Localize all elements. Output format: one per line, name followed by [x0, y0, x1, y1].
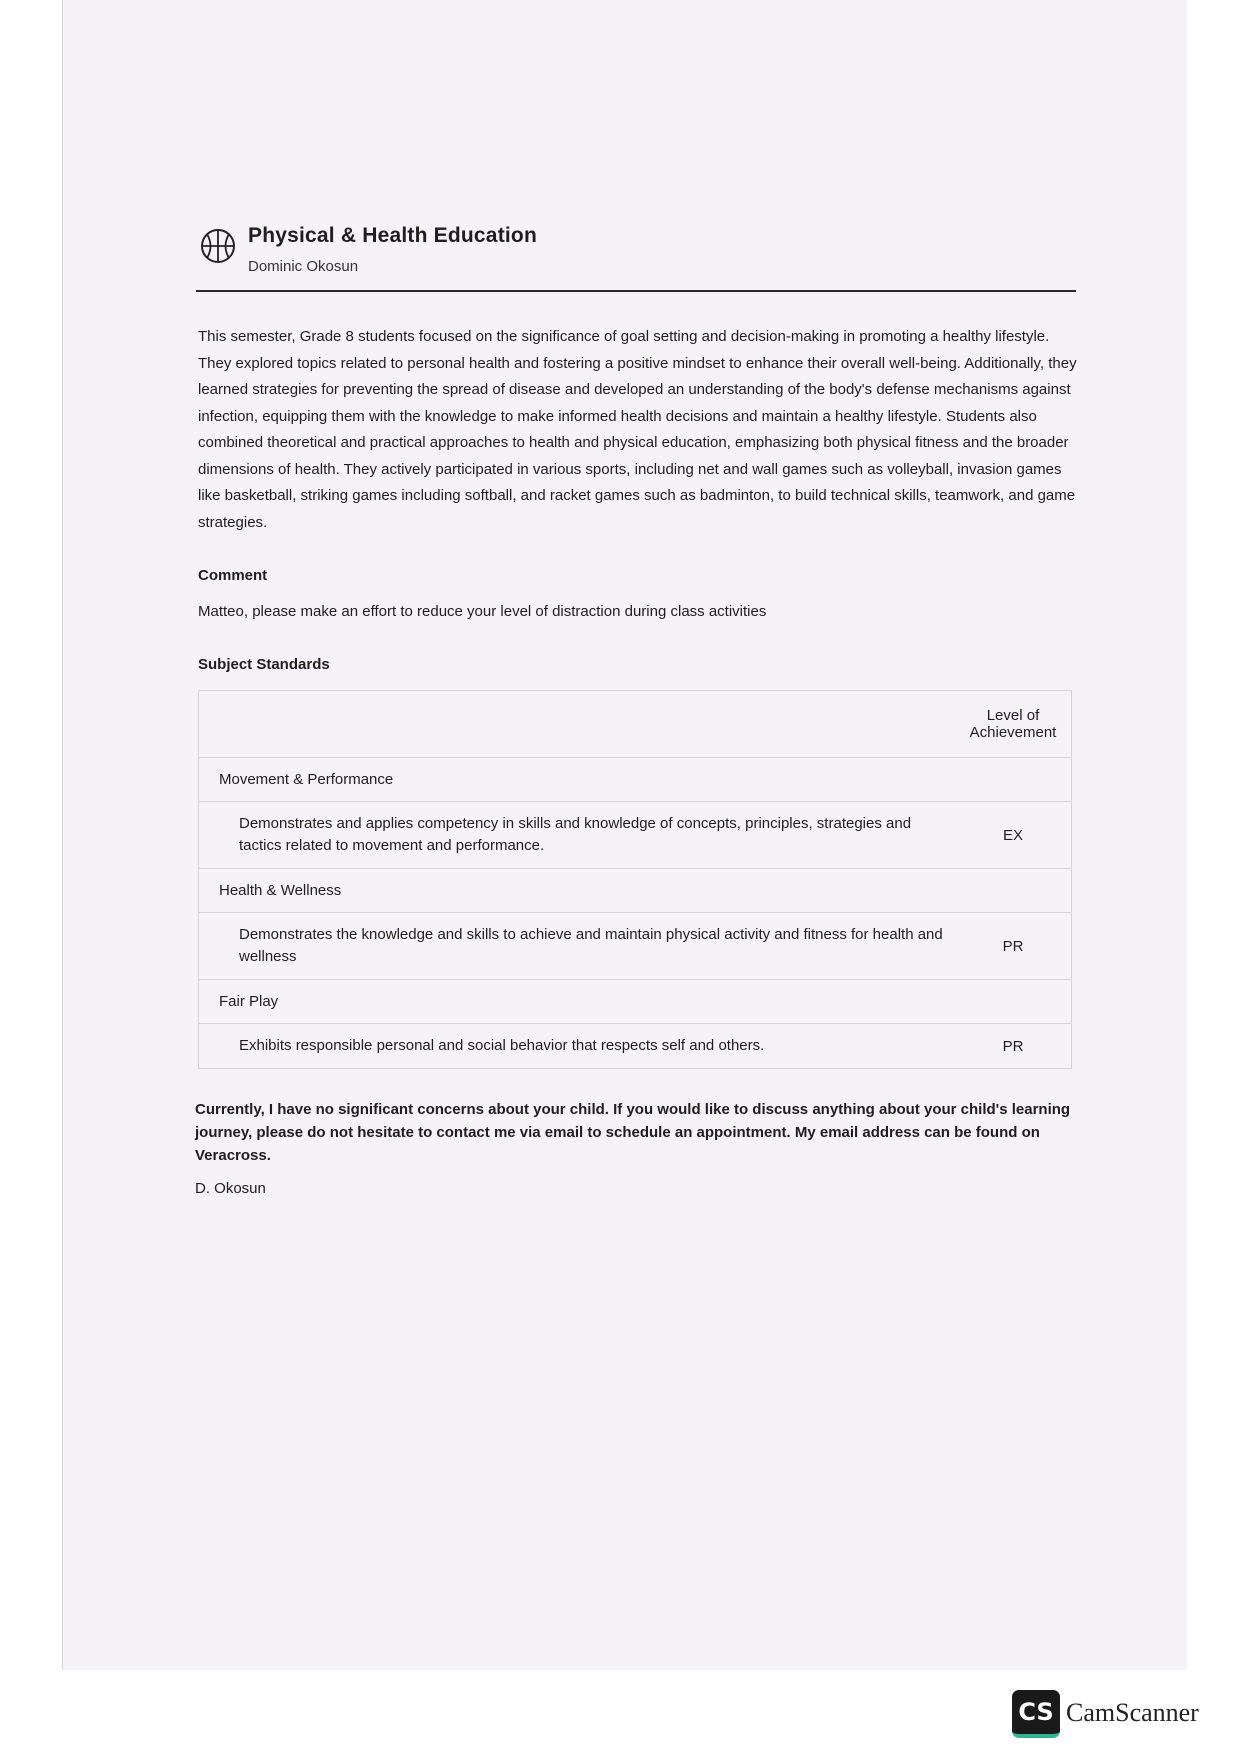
basketball-icon: [200, 228, 236, 264]
level-header-line1: Level of: [986, 707, 1040, 724]
comment-label: Comment: [198, 567, 268, 584]
standards-table: [198, 690, 1072, 1069]
category-name: Movement & Performance: [199, 758, 956, 802]
level-of-achievement-header: [955, 691, 1072, 758]
standard-description: Demonstrates the knowledge and skills to achieve and maintain physical activity and fitness for health and wellness: [199, 913, 956, 980]
standard-row: [199, 913, 1072, 980]
category-row: [199, 758, 1072, 802]
standard-row: [199, 1024, 1072, 1069]
table-header-row: [199, 691, 1072, 758]
category-name: Health & Wellness: [199, 869, 956, 913]
subject-standards-label: Subject Standards: [198, 656, 330, 673]
achievement-level: PR: [955, 1024, 1072, 1069]
category-name: Fair Play: [199, 980, 956, 1024]
level-header-line2: Achievement: [969, 724, 1057, 741]
comment-text: Matteo, please make an effort to reduce your level of distraction during class activities: [198, 603, 767, 620]
subject-title: Physical & Health Education: [248, 224, 537, 247]
camscanner-brand: CamScanner: [1066, 1698, 1199, 1727]
achievement-level: EX: [955, 802, 1072, 869]
category-row: [199, 980, 1072, 1024]
standard-description: Exhibits responsible personal and social behavior that respects self and others.: [199, 1024, 956, 1069]
report-header: [196, 222, 1076, 292]
achievement-level: PR: [955, 913, 1072, 980]
semester-summary: This semester, Grade 8 students focused on the significance of goal setting and decision-making in promoting a healthy lifestyle. They explored topics related to personal health and fostering a positive mindset to enhance their overall well-being. Additionally, they learned strategies for preventing the spread of disease and developed an understanding of the body's defense mechanisms against infection, equipping them with the knowledge to make informed health decisions and maintain a healthy lifestyle. Students also combined theoretical and practical approaches to health and physical education, emphasizing both physical fitness and the broader dimensions of health. They actively participated in various sports, including net and wall games such as volleyball, invasion games like basketball, striking games including softball, and racket games such as badminton, to build technical skills, teamwork, and game strategies.: [198, 328, 1077, 531]
closing-statement: Currently, I have no significant concerns about your child. If you would like to discuss anything about your child's learning journey, please do not hesitate to contact me via email to schedule an appointment. My email address can be found on Veracross.: [195, 1101, 1071, 1164]
standard-row: [199, 802, 1072, 869]
teacher-name: Dominic Okosun: [248, 258, 359, 275]
category-row: [199, 869, 1072, 913]
camscanner-logo-icon: CS: [1012, 1690, 1060, 1738]
table-header-blank: [199, 691, 956, 758]
standard-description: Demonstrates and applies competency in skills and knowledge of concepts, principles, strategies and tactics related to movement and performance.: [199, 802, 956, 869]
teacher-signature: D. Okosun: [195, 1180, 266, 1197]
